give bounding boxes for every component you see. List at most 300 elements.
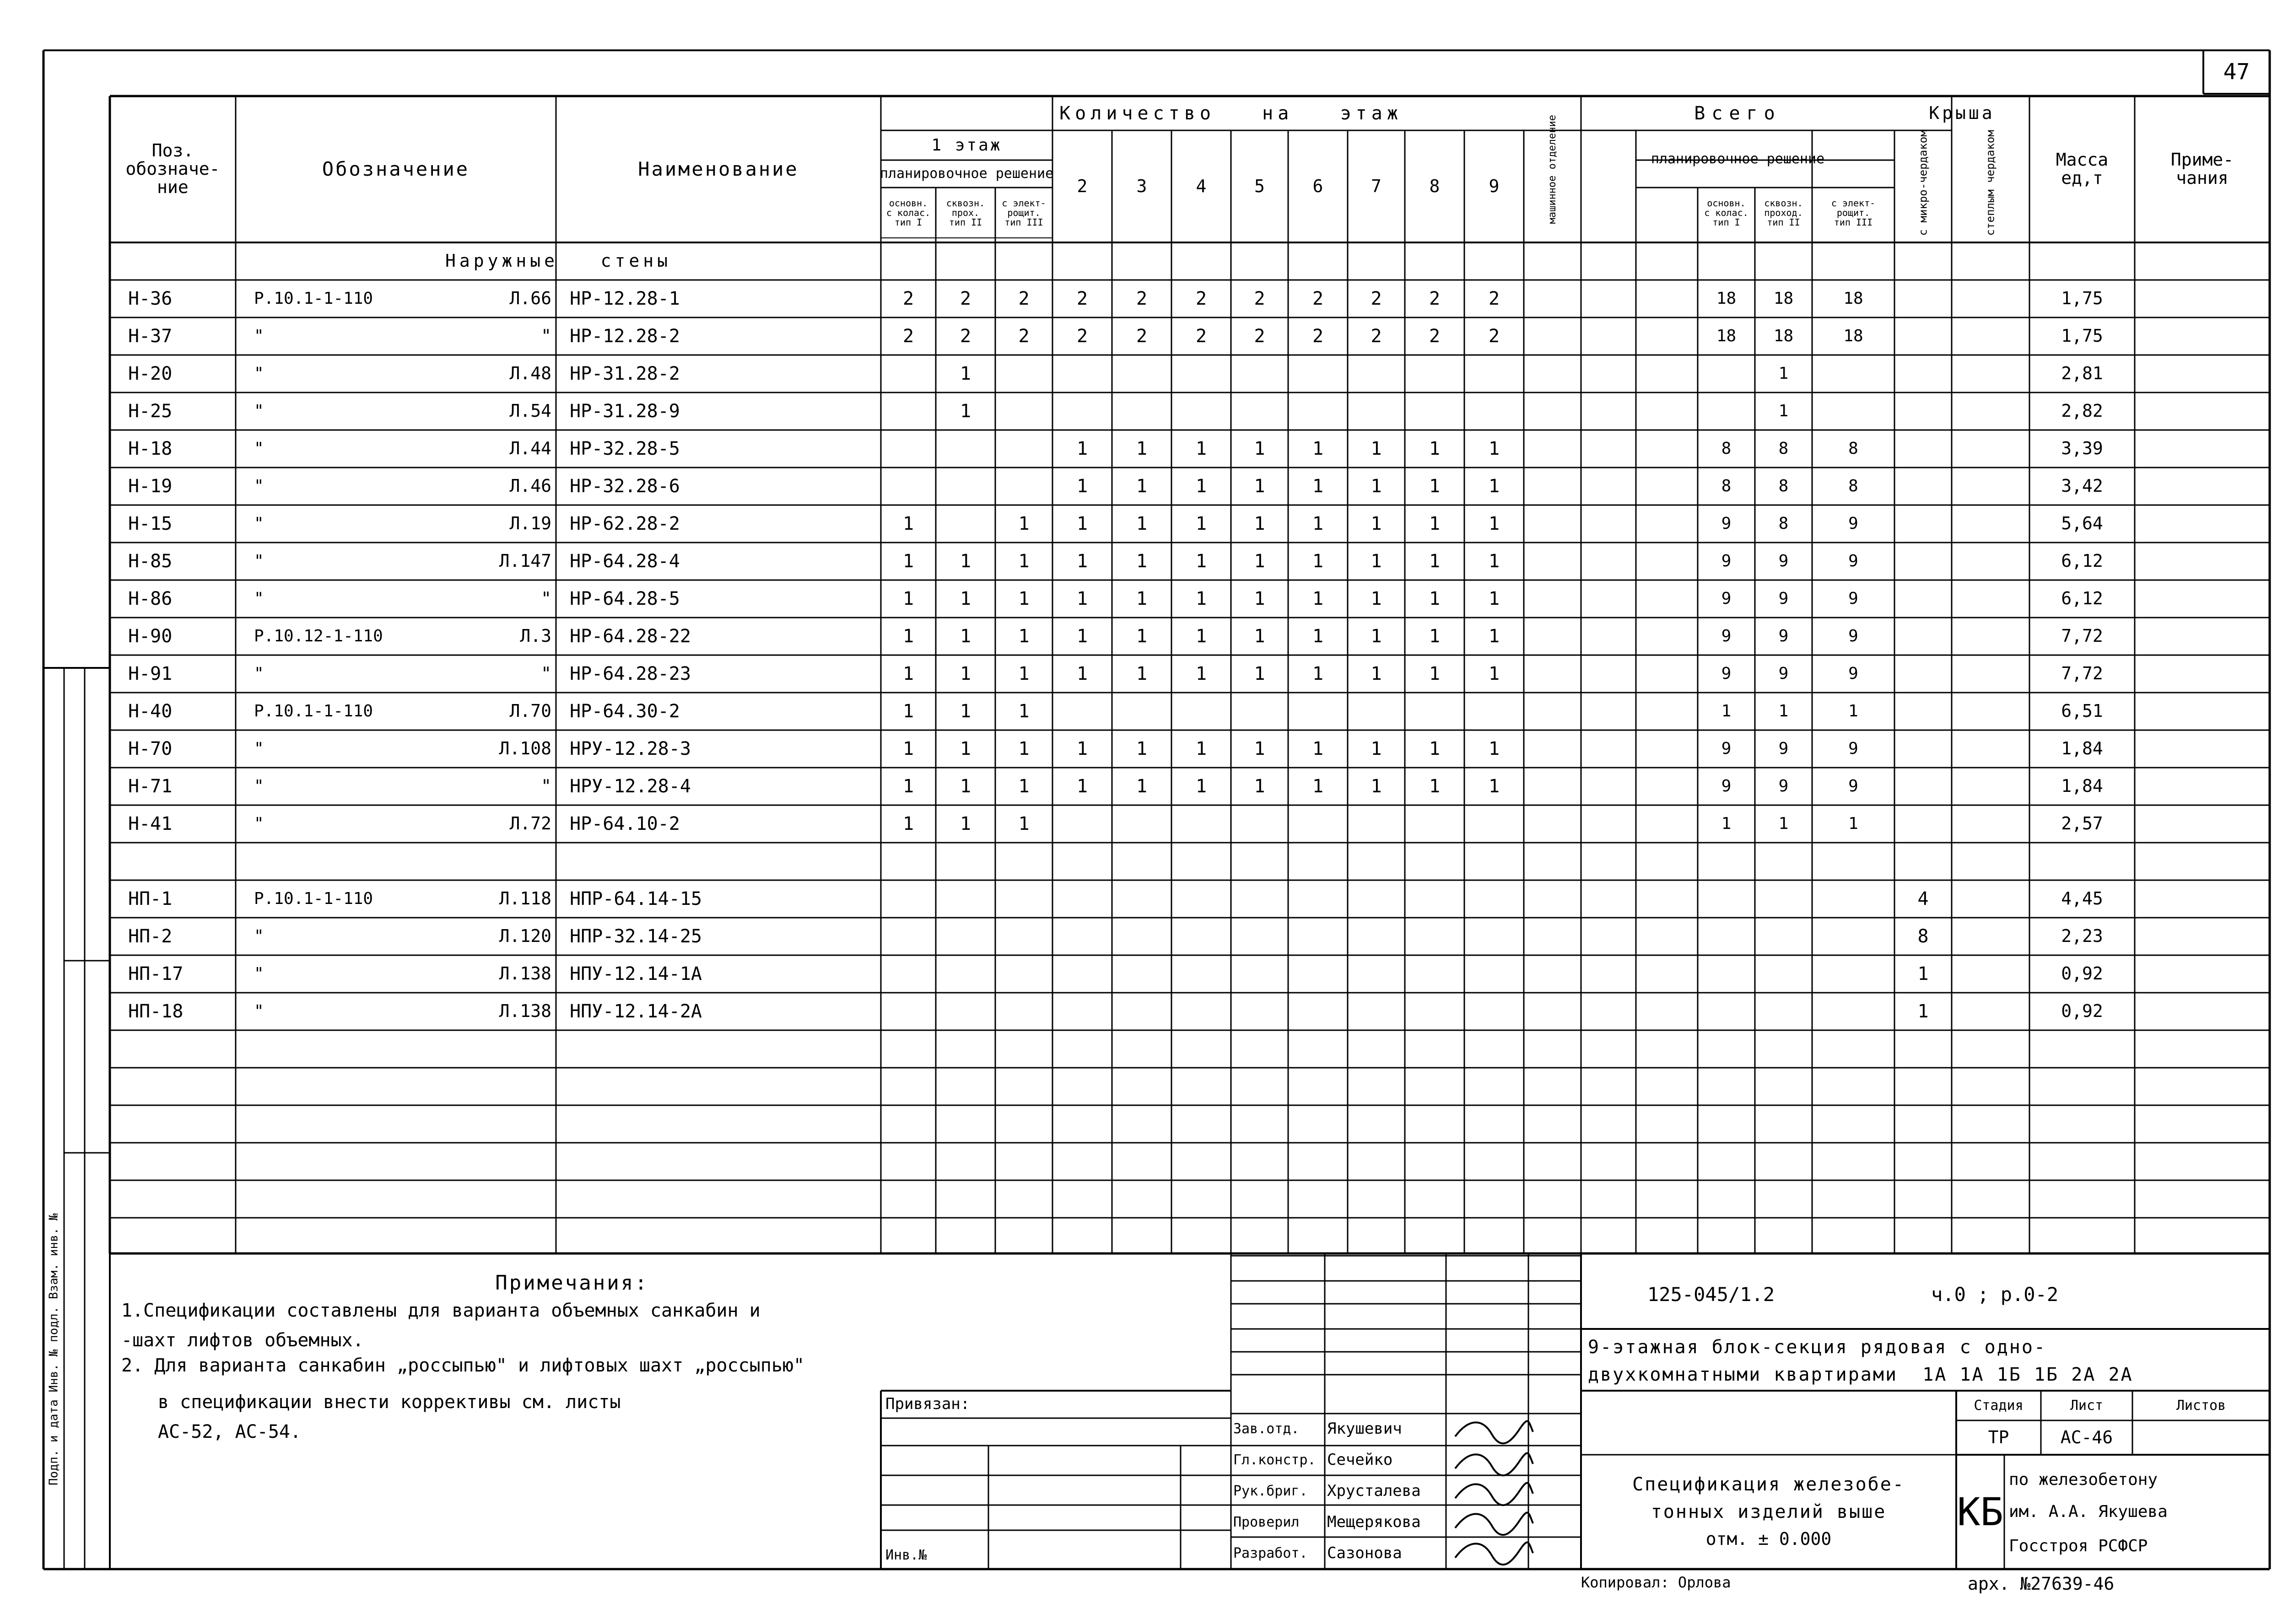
row-qty-floor1: 1 — [1018, 551, 1030, 572]
row-qty-floor — [1052, 693, 1112, 730]
row-qty-floor: 2 — [1371, 326, 1382, 347]
row-qty-floor: 1 — [1195, 626, 1207, 647]
row-qty-floor1 — [936, 468, 995, 505]
signature-scribble — [1455, 1483, 1533, 1505]
row-roof-qty — [1894, 393, 1952, 430]
row-sheet-ref: Л.70 — [509, 701, 551, 721]
row-roof-qty — [1894, 468, 1952, 505]
row-total — [1755, 880, 1812, 918]
row-sheet-ref: Л.72 — [509, 813, 551, 834]
row-mass — [2029, 843, 2135, 880]
header-floor-3: 3 — [1136, 176, 1147, 196]
row-mass: 3,42 — [2061, 476, 2103, 496]
row-name: НР-64.28-23 — [570, 663, 691, 684]
row-total: 1 — [1778, 702, 1789, 721]
row-qty-floor: 1 — [1429, 438, 1441, 459]
row-qty-floor — [1171, 355, 1231, 393]
row-total: 8 — [1848, 439, 1858, 458]
row-qty-floor — [1464, 918, 1524, 955]
row-document: Р.10.1-1-110 — [254, 289, 373, 308]
row-position: НП-2 — [128, 926, 173, 947]
row-qty-floor: 1 — [1136, 626, 1148, 647]
row-position: Н-71 — [128, 776, 173, 797]
row-total — [1812, 880, 1894, 918]
row-qty-floor: 1 — [1371, 551, 1382, 572]
row-total: 8 — [1778, 439, 1789, 458]
row-qty-floor1: 1 — [1018, 738, 1030, 759]
row-sheet-ref: " — [541, 776, 551, 796]
row-qty-floor: 1 — [1076, 551, 1088, 572]
row-total — [1812, 993, 1894, 1030]
row-qty-floor: 1 — [1254, 738, 1265, 759]
row-qty-floor1: 1 — [902, 663, 914, 684]
row-qty-floor — [1405, 693, 1464, 730]
signature-scribble — [1455, 1542, 1533, 1565]
row-position: Н-70 — [128, 738, 173, 759]
row-qty-floor: 2 — [1429, 326, 1441, 347]
row-total: 9 — [1848, 627, 1858, 646]
row-roof-qty — [1894, 355, 1952, 393]
row-total: 18 — [1843, 327, 1863, 346]
row-qty-floor: 1 — [1312, 551, 1324, 572]
row-roof-qty: 8 — [1917, 926, 1929, 947]
row-qty-floor: 1 — [1076, 738, 1088, 759]
row-qty-floor — [1288, 843, 1348, 880]
row-qty-floor — [1348, 393, 1405, 430]
row-total: 9 — [1848, 777, 1858, 796]
row-name — [556, 843, 895, 880]
header-vsego-plan: планировочное решение — [1651, 151, 1825, 167]
row-qty-floor — [1171, 693, 1231, 730]
row-qty-floor: 1 — [1488, 438, 1500, 459]
row-qty-floor: 1 — [1312, 438, 1324, 459]
row-qty-floor — [1405, 993, 1464, 1030]
row-document: " — [254, 964, 264, 984]
row-sheet-ref: Л.44 — [509, 438, 551, 459]
role-name: Мещерякова — [1327, 1513, 1421, 1532]
row-total: 9 — [1721, 777, 1732, 796]
row-qty-floor1: 1 — [1018, 588, 1030, 609]
row-total: 9 — [1778, 777, 1789, 796]
row-name: НР-64.30-2 — [570, 701, 680, 722]
row-qty-floor1: 2 — [1018, 288, 1030, 309]
row-total: 9 — [1778, 739, 1789, 758]
row-position: Н-18 — [128, 438, 173, 459]
row-qty-floor: 1 — [1254, 513, 1265, 534]
row-qty-floor1: 1 — [960, 776, 971, 797]
row-position: НП-1 — [128, 888, 173, 909]
row-mass: 3,39 — [2061, 438, 2103, 459]
row-qty-floor: 2 — [1076, 326, 1088, 347]
header-vsego-type2: сквозн. проход. тип II — [1764, 197, 1803, 228]
row-qty-floor — [1171, 393, 1231, 430]
row-qty-floor — [1231, 843, 1288, 880]
row-mass: 1,84 — [2061, 738, 2103, 759]
row-qty-floor — [1348, 955, 1405, 993]
row-qty-floor1 — [995, 993, 1052, 1030]
row-mass: 2,81 — [2061, 363, 2103, 384]
row-qty-floor — [1231, 693, 1288, 730]
row-qty-floor1 — [995, 955, 1052, 993]
row-name: НР-62.28-2 — [570, 513, 680, 534]
row-qty-floor — [1231, 993, 1288, 1030]
row-position: Н-90 — [128, 626, 173, 647]
header-krysha-warm: степлым чердаком — [1984, 129, 1997, 236]
row-qty-floor — [1348, 693, 1405, 730]
row-qty-floor: 1 — [1488, 476, 1500, 497]
row-qty-floor: 2 — [1312, 326, 1324, 347]
role-label: Зав.отд. — [1233, 1421, 1300, 1437]
header-krysha: Крыша — [1929, 102, 1995, 123]
row-document: " — [254, 514, 264, 533]
row-qty-floor: 1 — [1136, 588, 1148, 609]
row-total: 1 — [1721, 814, 1732, 834]
row-qty-floor1: 1 — [1018, 513, 1030, 534]
row-qty-floor — [1405, 955, 1464, 993]
row-qty-floor: 1 — [1488, 551, 1500, 572]
row-sheet-ref: Л.19 — [509, 513, 551, 534]
org-name-2: им. А.А. Якушева — [2009, 1502, 2168, 1522]
row-qty-floor: 1 — [1371, 513, 1382, 534]
row-sheet-ref: Л.138 — [499, 1001, 551, 1022]
header-mashinnoe: машинное отделение — [1546, 114, 1558, 224]
tb-stadiya-value: ТР — [1988, 1427, 2009, 1447]
row-position: Н-40 — [128, 701, 173, 722]
row-qty-floor: 1 — [1136, 551, 1148, 572]
row-qty-floor: 1 — [1136, 776, 1148, 797]
row-total — [1812, 393, 1894, 430]
project-name-2: двухкомнатными квартирами 1А 1А 1Б 1Б 2А 2А — [1588, 1364, 2133, 1385]
row-name: НПР-64.14-15 — [570, 888, 702, 909]
row-qty-floor: 1 — [1136, 513, 1148, 534]
row-mass: 6,12 — [2061, 551, 2103, 571]
row-sheet-ref: " — [541, 326, 551, 346]
row-qty-floor1: 1 — [1018, 813, 1030, 834]
row-qty-floor1: 1 — [960, 626, 971, 647]
row-qty-floor1: 1 — [960, 738, 971, 759]
row-qty-floor: 1 — [1371, 738, 1382, 759]
tb-list-value: АС-46 — [2060, 1427, 2113, 1447]
row-qty-floor: 1 — [1488, 738, 1500, 759]
row-total — [1698, 918, 1755, 955]
row-qty-floor1: 2 — [960, 288, 971, 309]
role-name: Якушевич — [1327, 1420, 1402, 1438]
row-mass: 0,92 — [2061, 963, 2103, 984]
row-qty-floor: 1 — [1488, 513, 1500, 534]
row-qty-floor1 — [936, 918, 995, 955]
row-qty-floor1: 1 — [902, 738, 914, 759]
row-sheet-ref: Л.138 — [499, 963, 551, 984]
header-sub-type3: с элект- рощит. тип III — [1002, 197, 1046, 228]
row-qty-floor — [1464, 393, 1524, 430]
row-total: 18 — [1716, 327, 1737, 346]
row-qty-floor — [1464, 955, 1524, 993]
row-qty-floor: 1 — [1371, 588, 1382, 609]
row-qty-floor1 — [936, 880, 995, 918]
row-qty-floor — [1112, 355, 1171, 393]
row-qty-floor: 1 — [1076, 438, 1088, 459]
header-sub-type2: сквозн. прох. тип II — [946, 197, 985, 228]
row-qty-floor — [1052, 843, 1112, 880]
header-kolichestvo: Количество на этаж — [1059, 102, 1403, 124]
row-qty-floor: 2 — [1076, 288, 1088, 309]
row-qty-floor — [1052, 393, 1112, 430]
row-qty-floor: 2 — [1371, 288, 1382, 309]
row-qty-floor — [1464, 880, 1524, 918]
row-name: НР-32.28-6 — [570, 476, 680, 497]
row-total: 9 — [1848, 589, 1858, 608]
row-qty-floor: 2 — [1312, 288, 1324, 309]
row-total — [1698, 993, 1755, 1030]
row-qty-floor: 1 — [1371, 438, 1382, 459]
row-total: 8 — [1721, 439, 1732, 458]
row-qty-floor: 1 — [1429, 738, 1441, 759]
row-qty-floor — [1112, 693, 1171, 730]
sheet-number: 47 — [2223, 59, 2250, 85]
row-name: НР-12.28-1 — [570, 288, 680, 309]
row-qty-floor — [1112, 918, 1171, 955]
row-qty-floor: 1 — [1488, 588, 1500, 609]
project-code: 125-045/1.2 — [1647, 1283, 1775, 1306]
row-qty-floor: 1 — [1254, 626, 1265, 647]
row-qty-floor: 1 — [1312, 626, 1324, 647]
row-qty-floor1 — [936, 430, 995, 468]
row-total: 9 — [1848, 739, 1858, 758]
row-mass: 7,72 — [2061, 626, 2103, 646]
row-qty-floor1 — [936, 843, 995, 880]
row-total — [1698, 955, 1755, 993]
row-document: " — [254, 402, 264, 421]
row-position — [110, 843, 254, 880]
row-qty-floor — [1348, 355, 1405, 393]
row-roof-qty — [1894, 280, 1952, 317]
row-document: " — [254, 589, 264, 608]
row-position: Н-15 — [128, 513, 173, 534]
row-qty-floor: 1 — [1371, 626, 1382, 647]
row-total — [1698, 393, 1755, 430]
row-qty-floor — [1231, 805, 1288, 843]
row-document: " — [254, 927, 264, 946]
row-total: 1 — [1778, 814, 1789, 834]
row-name: НПУ-12.14-1А — [570, 963, 702, 984]
row-total: 9 — [1721, 627, 1732, 646]
role-label: Гл.констр. — [1233, 1452, 1316, 1468]
row-qty-floor1: 2 — [902, 326, 914, 347]
project-name-1: 9-этажная блок-секция рядовая с одно- — [1588, 1337, 2047, 1358]
row-qty-floor: 1 — [1312, 663, 1324, 684]
row-qty-floor — [1112, 880, 1171, 918]
row-qty-floor — [1288, 993, 1348, 1030]
row-document: " — [254, 739, 264, 758]
note-line-5: АС-52, АС-54. — [158, 1421, 302, 1442]
row-total: 8 — [1848, 477, 1858, 496]
org-name-1: по железобетону — [2009, 1470, 2158, 1490]
row-sheet-ref: Л.108 — [499, 738, 551, 759]
row-total: 9 — [1721, 589, 1732, 608]
row-qty-floor: 1 — [1254, 476, 1265, 497]
row-position: Н-85 — [128, 551, 173, 572]
row-qty-floor1: 1 — [960, 663, 971, 684]
row-qty-floor: 1 — [1076, 476, 1088, 497]
row-mass: 1,75 — [2061, 288, 2103, 309]
note-line-4: в спецификации внести коррективы см. листы — [158, 1392, 621, 1413]
row-qty-floor1 — [881, 843, 936, 880]
row-qty-floor: 2 — [1488, 288, 1500, 309]
row-qty-floor — [1288, 355, 1348, 393]
row-mass: 1,84 — [2061, 776, 2103, 796]
row-qty-floor1 — [936, 993, 995, 1030]
row-qty-floor: 1 — [1076, 663, 1088, 684]
row-total: 9 — [1778, 627, 1789, 646]
row-qty-floor1 — [881, 955, 936, 993]
row-total: 9 — [1778, 552, 1789, 571]
row-total — [1755, 843, 1812, 880]
row-roof-qty — [1894, 805, 1952, 843]
row-qty-floor: 1 — [1312, 738, 1324, 759]
row-position: Н-20 — [128, 363, 173, 384]
row-roof-qty — [1894, 430, 1952, 468]
row-qty-floor: 1 — [1488, 663, 1500, 684]
row-qty-floor: 2 — [1195, 326, 1207, 347]
row-qty-floor: 1 — [1136, 738, 1148, 759]
tb-stadiya-label: Стадия — [1974, 1397, 2024, 1414]
row-qty-floor: 1 — [1429, 626, 1441, 647]
row-position: Н-86 — [128, 588, 173, 609]
footer-copied: Копировал: Орлова — [1581, 1574, 1731, 1592]
row-qty-floor: 1 — [1371, 663, 1382, 684]
row-position: Н-36 — [128, 288, 173, 309]
row-qty-floor1: 1 — [960, 401, 971, 422]
row-qty-floor: 1 — [1195, 476, 1207, 497]
row-roof-qty — [1894, 317, 1952, 355]
row-roof-qty — [1894, 693, 1952, 730]
note-line-1: 1.Спецификации составлены для варианта объемных санкабин и — [121, 1300, 761, 1321]
row-sheet-ref: Л.3 — [520, 626, 551, 646]
row-position: Н-19 — [128, 476, 173, 497]
row-qty-floor: 1 — [1076, 776, 1088, 797]
row-qty-floor — [1231, 918, 1288, 955]
role-label: Разработ. — [1233, 1545, 1308, 1562]
row-roof-qty — [1894, 843, 1952, 880]
row-total: 9 — [1721, 739, 1732, 758]
row-qty-floor1: 1 — [902, 513, 914, 534]
row-qty-floor: 2 — [1254, 288, 1265, 309]
row-total: 8 — [1778, 477, 1789, 496]
row-qty-floor: 1 — [1076, 513, 1088, 534]
row-qty-floor1 — [881, 393, 936, 430]
row-document: Р.10.1-1-110 — [254, 889, 373, 909]
row-qty-floor — [1231, 955, 1288, 993]
row-roof-qty: 1 — [1917, 1001, 1929, 1022]
row-total — [1755, 993, 1812, 1030]
row-qty-floor1: 1 — [902, 551, 914, 572]
row-name: НПУ-12.14-2А — [570, 1001, 702, 1022]
row-qty-floor: 1 — [1312, 776, 1324, 797]
row-sheet-ref: Л.46 — [509, 476, 551, 496]
row-qty-floor — [1052, 355, 1112, 393]
row-total: 1 — [1778, 364, 1789, 383]
row-qty-floor — [1288, 693, 1348, 730]
project-part: ч.0 ; р.0-2 — [1931, 1283, 2059, 1306]
row-qty-floor1: 1 — [902, 813, 914, 834]
row-qty-floor — [1405, 393, 1464, 430]
row-name: НР-32.28-5 — [570, 438, 680, 459]
row-qty-floor1: 1 — [960, 551, 971, 572]
row-qty-floor: 1 — [1076, 626, 1088, 647]
inv-label: Инв.№ — [885, 1547, 927, 1564]
row-qty-floor — [1405, 355, 1464, 393]
row-mass: 1,75 — [2061, 326, 2103, 346]
row-qty-floor — [1288, 393, 1348, 430]
row-total: 1 — [1848, 814, 1858, 834]
row-qty-floor1 — [995, 430, 1052, 468]
row-name: НР-64.28-4 — [570, 551, 680, 572]
row-qty-floor: 1 — [1429, 476, 1441, 497]
row-total: 9 — [1848, 664, 1858, 683]
row-document: " — [254, 327, 264, 346]
row-sheet-ref: " — [541, 588, 551, 609]
row-mass: 2,82 — [2061, 401, 2103, 421]
row-qty-floor: 2 — [1488, 326, 1500, 347]
section-title: Наружные стены — [445, 251, 672, 271]
note-line-2: -шахт лифтов объемных. — [121, 1330, 364, 1351]
row-total: 9 — [1721, 664, 1732, 683]
row-qty-floor1: 1 — [960, 363, 971, 384]
row-qty-floor1 — [995, 843, 1052, 880]
row-qty-floor1 — [881, 918, 936, 955]
row-roof-qty — [1894, 618, 1952, 655]
row-qty-floor: 1 — [1429, 776, 1441, 797]
row-total: 9 — [1721, 514, 1732, 533]
privyazan-label: Привязан: — [885, 1395, 970, 1414]
row-qty-floor: 1 — [1371, 476, 1382, 497]
header-massa: Масса ед,т — [2056, 150, 2109, 188]
row-qty-floor: 1 — [1254, 588, 1265, 609]
row-roof-qty — [1894, 655, 1952, 693]
row-name: НПР-32.14-25 — [570, 926, 702, 947]
row-qty-floor: 1 — [1254, 663, 1265, 684]
row-qty-floor — [1231, 880, 1288, 918]
row-qty-floor — [1171, 918, 1231, 955]
row-sheet-ref: Л.118 — [499, 888, 551, 909]
role-name: Хрусталева — [1327, 1482, 1421, 1500]
row-qty-floor1 — [995, 468, 1052, 505]
row-qty-floor — [1112, 955, 1171, 993]
row-qty-floor1 — [995, 918, 1052, 955]
row-qty-floor: 2 — [1195, 288, 1207, 309]
header-floor-5: 5 — [1254, 176, 1265, 196]
header-naimenovanie: Наименование — [638, 157, 799, 180]
row-total: 8 — [1778, 514, 1789, 533]
row-mass: 2,23 — [2061, 926, 2103, 946]
row-sheet-ref: Л.54 — [509, 401, 551, 421]
row-qty-floor: 1 — [1195, 513, 1207, 534]
row-qty-floor: 1 — [1195, 663, 1207, 684]
row-qty-floor1 — [881, 993, 936, 1030]
row-total — [1698, 355, 1755, 393]
row-qty-floor1 — [936, 955, 995, 993]
row-name: НР-31.28-2 — [570, 363, 680, 384]
row-document: " — [254, 777, 264, 796]
row-qty-floor — [1112, 805, 1171, 843]
row-total: 1 — [1848, 702, 1858, 721]
header-vsego-type3: с элект- рощит. тип III — [1831, 197, 1876, 228]
row-total — [1755, 918, 1812, 955]
row-qty-floor: 1 — [1429, 588, 1441, 609]
row-qty-floor: 1 — [1136, 438, 1148, 459]
row-qty-floor — [1348, 805, 1405, 843]
row-qty-floor — [1464, 805, 1524, 843]
